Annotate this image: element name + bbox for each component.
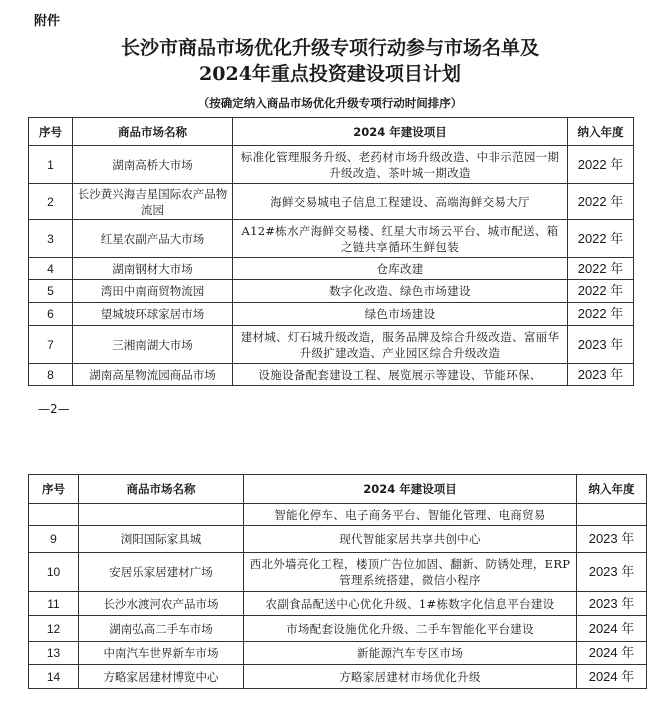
seq-cell: 12 (29, 616, 79, 642)
project-cell: 海鲜交易城电子信息工程建设、高端海鲜交易大厅 (233, 184, 568, 220)
year-cell: 2022 年 (568, 184, 634, 220)
table-row (29, 665, 647, 689)
cont-seq-cell (29, 504, 79, 526)
header-market: 商品市场名称 (79, 475, 244, 504)
year-cell: 2023 年 (577, 592, 647, 616)
continuation-row (29, 504, 647, 526)
year-cell: 2022 年 (568, 280, 634, 303)
header-year: 纳入年度 (577, 475, 647, 504)
subtitle: （按确定纳入商品市场优化升级专项行动时间排序） (197, 96, 463, 110)
seq-cell: 8 (29, 364, 73, 386)
seq-cell: 6 (29, 303, 73, 326)
seq-cell: 3 (29, 220, 73, 258)
year-cell: 2023 年 (577, 553, 647, 592)
market-name-cell: 湖南高桥大市场 (73, 146, 233, 184)
market-table-page2 (28, 474, 647, 689)
project-cell: 设施设备配套建设工程、展览展示等建设、节能环保、 (233, 364, 568, 386)
seq-cell: 4 (29, 258, 73, 280)
table-row (29, 642, 647, 665)
project-cell: A12#栋水产海鲜交易楼、红星大市场云平台、城市配送、箱之链共享循环生鲜包装 (233, 220, 568, 258)
market-name-cell: 望城坡环球家居市场 (73, 303, 233, 326)
market-table-page1 (28, 117, 634, 386)
header-project: 2024 年建设项目 (233, 118, 568, 146)
year-cell: 2022 年 (568, 220, 634, 258)
market-name-cell: 湾田中南商贸物流园 (73, 280, 233, 303)
project-cell: 标准化管理服务升级、老药材市场升级改造、中非示范园一期升级改造、茶叶城一期改造 (233, 146, 568, 184)
header-project: 2024 年建设项目 (244, 475, 577, 504)
project-cell: 农副食品配送中心优化升级、1#栋数字化信息平台建设 (244, 592, 577, 616)
table-row (29, 364, 634, 386)
page-title-line1: 长沙市商品市场优化升级专项行动参与市场名单及 (120, 37, 539, 59)
project-cell: 现代智能家居共享共创中心 (244, 526, 577, 553)
seq-cell: 10 (29, 553, 79, 592)
project-cell: 市场配套设施优化升级、二手车智能化平台建设 (244, 616, 577, 642)
project-cell: 新能源汽车专区市场 (244, 642, 577, 665)
market-name-cell: 湖南弘高二手车市场 (79, 616, 244, 642)
year-cell: 2022 年 (568, 303, 634, 326)
market-name-cell: 长沙黄兴海吉星国际农产品物流园 (73, 184, 233, 220)
project-cell: 数字化改造、绿色市场建设 (233, 280, 568, 303)
market-name-cell: 浏阳国际家具城 (79, 526, 244, 553)
market-name-cell: 湖南钢材大市场 (73, 258, 233, 280)
continuation-text: 智能化停车、电子商务平台、智能化管理、电商贸易 (244, 504, 577, 526)
market-name-cell: 安居乐家居建材广场 (79, 553, 244, 592)
seq-cell: 7 (29, 326, 73, 364)
year-cell: 2024 年 (577, 665, 647, 689)
header-market: 商品市场名称 (73, 118, 233, 146)
market-name-cell: 三湘南湖大市场 (73, 326, 233, 364)
market-name-cell: 红星农副产品大市场 (73, 220, 233, 258)
year-cell: 2024 年 (577, 642, 647, 665)
table-row (29, 303, 634, 326)
table-row (29, 526, 647, 553)
project-cell: 仓库改建 (233, 258, 568, 280)
header-seq: 序号 (29, 475, 79, 504)
seq-cell: 2 (29, 184, 73, 220)
table-row (29, 258, 634, 280)
cont-market-cell (79, 504, 244, 526)
project-cell: 西北外墙亮化工程，楼顶广告位加固、翻新、防锈处理，ERP 管理系统搭建，微信小程序 (244, 553, 577, 592)
table-row (29, 146, 634, 184)
table-row (29, 280, 634, 303)
year-cell: 2023 年 (577, 526, 647, 553)
table-row (29, 553, 647, 592)
page-number: —2— (38, 402, 70, 416)
attachment-label: 附件 (34, 14, 61, 29)
seq-cell: 1 (29, 146, 73, 184)
year-cell: 2024 年 (577, 616, 647, 642)
project-cell: 绿色市场建设 (233, 303, 568, 326)
seq-cell: 13 (29, 642, 79, 665)
cont-year-cell (577, 504, 647, 526)
table-row (29, 220, 634, 258)
table-row (29, 184, 634, 220)
market-name-cell: 方略家居建材博览中心 (79, 665, 244, 689)
seq-cell: 9 (29, 526, 79, 553)
seq-cell: 14 (29, 665, 79, 689)
project-cell: 建材城、灯石城升级改造，服务品牌及综合升级改造、富丽华升级扩建改造、产业园区综合升级改造 (233, 326, 568, 364)
year-cell: 2023 年 (568, 364, 634, 386)
header-year: 纳入年度 (568, 118, 634, 146)
year-cell: 2022 年 (568, 146, 634, 184)
table-row (29, 326, 634, 364)
year-cell: 2022 年 (568, 258, 634, 280)
market-name-cell: 中南汽车世界新车市场 (79, 642, 244, 665)
header-seq: 序号 (29, 118, 73, 146)
table-row (29, 616, 647, 642)
table-row (29, 592, 647, 616)
year-cell: 2023 年 (568, 326, 634, 364)
seq-cell: 11 (29, 592, 79, 616)
market-name-cell: 湖南高星物流园商品市场 (73, 364, 233, 386)
project-cell: 方略家居建材市场优化升级 (244, 665, 577, 689)
page-title-line2: 2024年重点投资建设项目计划 (199, 63, 461, 85)
seq-cell: 5 (29, 280, 73, 303)
market-name-cell: 长沙水渡河农产品市场 (79, 592, 244, 616)
